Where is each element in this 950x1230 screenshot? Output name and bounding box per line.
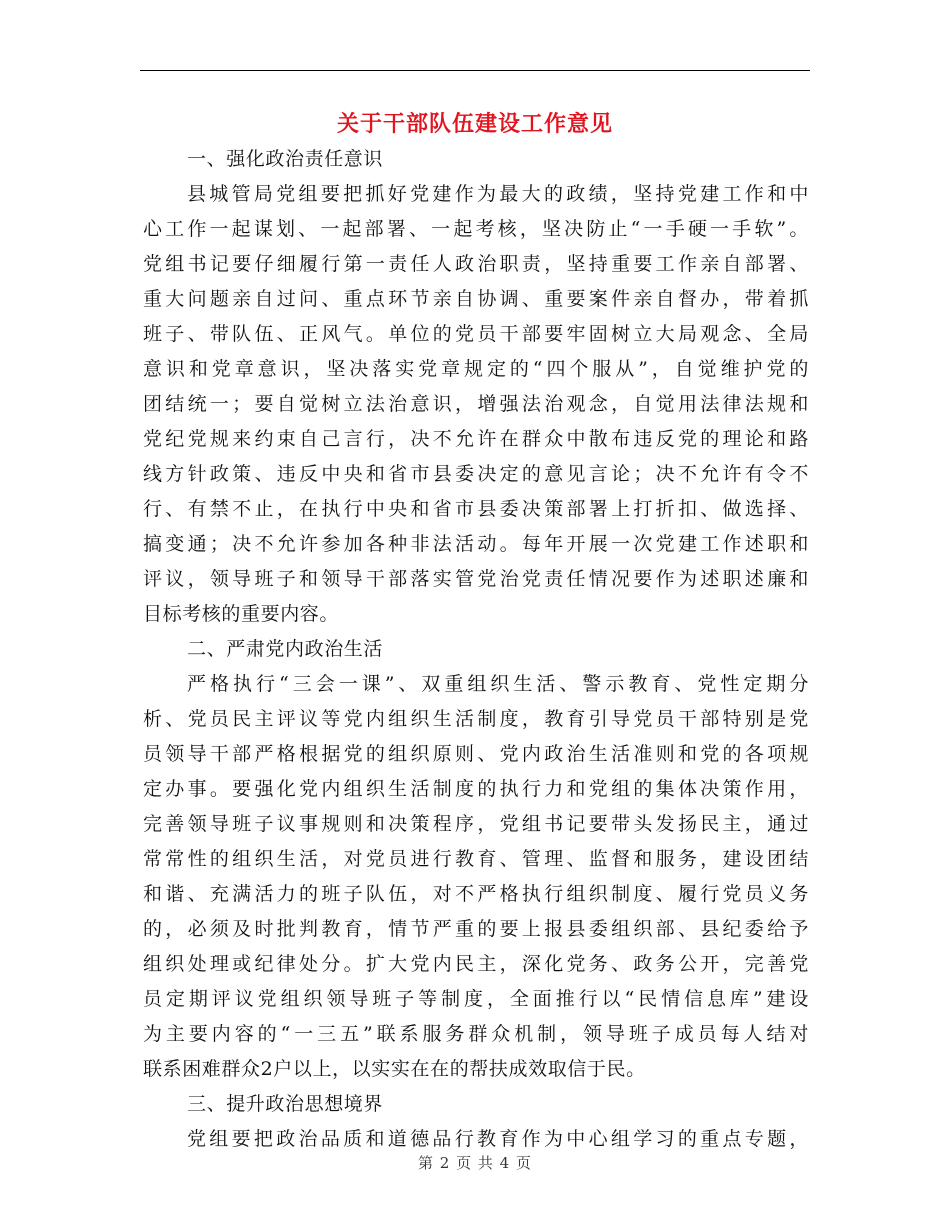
paragraph-line: 的，必须及时批判教育，情节严重的要上报县委组织部、县纪委给予 xyxy=(143,918,809,940)
paragraph-line: 行、有禁不止，在执行中央和省市县委决策部署上打折扣、做选择、 xyxy=(143,498,809,520)
paragraph-line: 员领导干部严格根据党的组织原则、党内政治生活准则和党的各项规 xyxy=(143,743,809,765)
paragraph-line: 党组要把政治品质和道德品行教育作为中心组学习的重点专题， xyxy=(187,1128,809,1150)
page-number-footer: 第 2 页 共 4 页 xyxy=(418,1154,532,1172)
paragraph-line: 定办事。要强化党内组织生活制度的执行力和党组的集体决策作用， xyxy=(143,778,809,800)
paragraph-line: 意识和党章意识，坚决落实党章规定的“四个服从”，自觉维护党的 xyxy=(143,358,809,380)
section-heading: 三、提升政治思想境界 xyxy=(187,1093,384,1115)
paragraph-line: 线方针政策、违反中央和省市县委决定的意见言论；决不允许有令不 xyxy=(143,463,809,485)
paragraph-line: 目标考核的重要内容。 xyxy=(143,603,340,625)
paragraph-line: 联系困难群众2户以上，以实实在在的帮扶成效取信于民。 xyxy=(143,1058,646,1080)
paragraph-line: 班子、带队伍、正风气。单位的党员干部要牢固树立大局观念、全局 xyxy=(143,323,809,345)
paragraph-line: 析、党员民主评议等党内组织生活制度，教育引导党员干部特别是党 xyxy=(143,708,809,730)
paragraph-line: 为主要内容的“一三五”联系服务群众机制，领导班子成员每人结对 xyxy=(143,1023,809,1045)
paragraph-line: 党纪党规来约束自己言行，决不允许在群众中散布违反党的理论和路 xyxy=(143,428,809,450)
paragraph-line: 完善领导班子议事规则和决策程序，党组书记要带头发扬民主，通过 xyxy=(143,813,809,835)
document-body xyxy=(143,142,809,1157)
paragraph-line: 常常性的组织生活，对党员进行教育、管理、监督和服务，建设团结 xyxy=(143,848,809,870)
header-rule xyxy=(140,70,810,71)
section-heading: 一、强化政治责任意识 xyxy=(187,148,384,170)
paragraph-line: 评议，领导班子和领导干部落实管党治党责任情况要作为述职述廉和 xyxy=(143,568,809,590)
paragraph-line: 员定期评议党组织领导班子等制度，全面推行以“民情信息库”建设 xyxy=(143,988,809,1010)
paragraph-line: 和谐、充满活力的班子队伍，对不严格执行组织制度、履行党员义务 xyxy=(143,883,809,905)
paragraph-line: 县城管局党组要把抓好党建作为最大的政绩，坚持党建工作和中 xyxy=(187,183,809,205)
section-heading: 二、严肃党内政治生活 xyxy=(187,638,384,660)
paragraph-line: 团结统一；要自觉树立法治意识，增强法治观念，自觉用法律法规和 xyxy=(143,393,809,415)
paragraph-line: 心工作一起谋划、一起部署、一起考核，坚决防止“一手硬一手软”。 xyxy=(143,218,809,240)
paragraph-line: 党组书记要仔细履行第一责任人政治职责，坚持重要工作亲自部署、 xyxy=(143,253,809,275)
paragraph-line: 严格执行“三会一课”、双重组织生活、警示教育、党性定期分 xyxy=(187,673,809,695)
paragraph-line: 组织处理或纪律处分。扩大党内民主，深化党务、政务公开，完善党 xyxy=(143,953,809,975)
document-title: 关于干部队伍建设工作意见 xyxy=(336,111,613,137)
paragraph-line: 搞变通；决不允许参加各种非法活动。每年开展一次党建工作述职和 xyxy=(143,533,809,555)
paragraph-line: 重大问题亲自过问、重点环节亲自协调、重要案件亲自督办，带着抓 xyxy=(143,288,809,310)
